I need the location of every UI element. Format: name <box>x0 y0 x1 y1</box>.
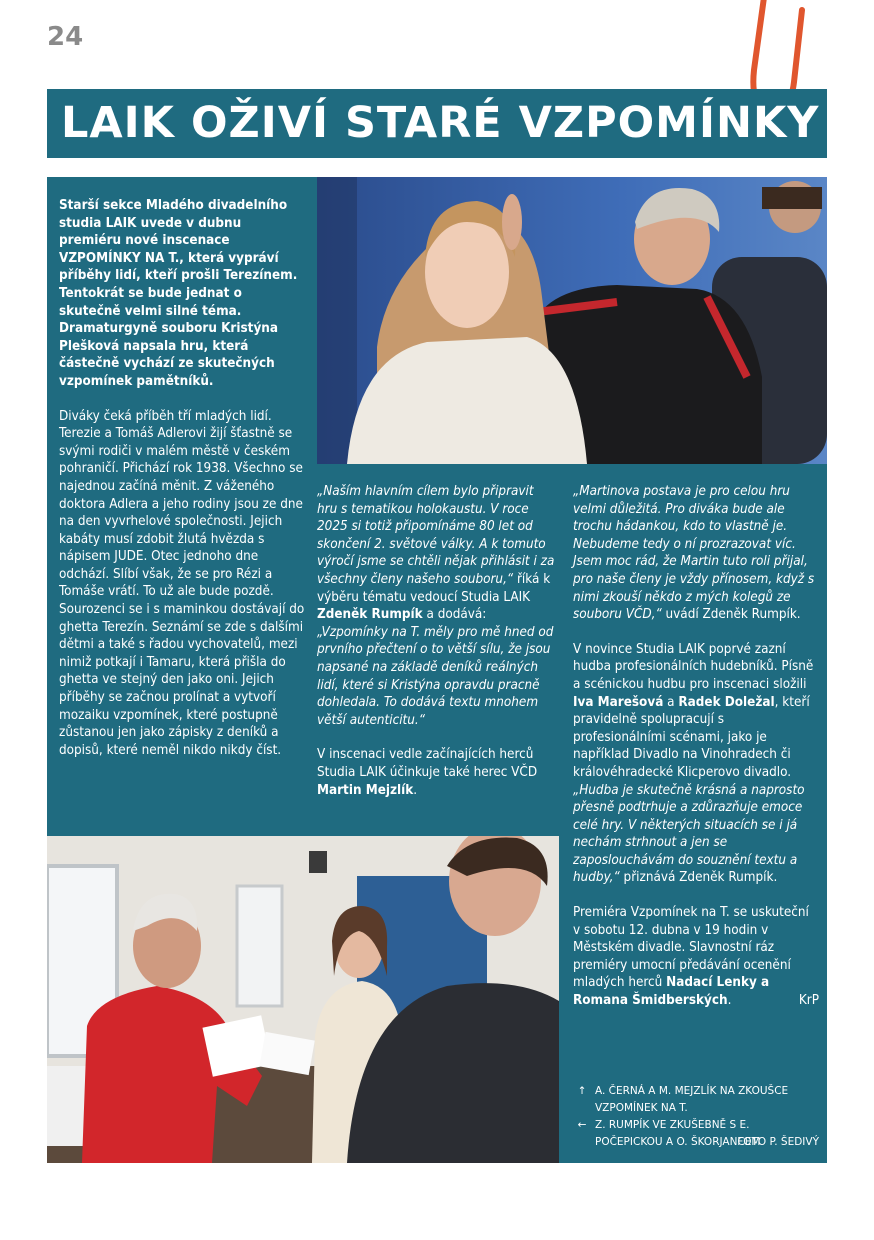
person-name: Martin Mejzlík <box>317 782 414 798</box>
column-1 <box>59 197 305 776</box>
rehearsal-photo-room <box>47 836 559 1163</box>
rehearsal-photo-actors <box>317 177 827 464</box>
organization-name: Nadací Lenky a Romana Šmidberských <box>573 975 770 1009</box>
title-banner <box>47 89 827 158</box>
article-title: LAIK OŽIVÍ STARÉ VZPOMÍNKY <box>61 98 820 148</box>
person-name: Radek Doležal <box>678 694 775 710</box>
paragraph <box>317 746 557 799</box>
text-run: , kteří pravidelně spolupracují s profesionálními scénami, jako je například Divadlo na Vinohradech či královéhradecké Klicperovo divadlo. <box>573 694 810 780</box>
text-run: V inscenaci vedle začínajících herců Studia LAIK účinkuje také herec VČD <box>317 747 538 780</box>
photo-credit: FOTO P. ŠEDIVÝ <box>737 1136 819 1148</box>
arrow-up-icon: ↑ <box>577 1085 587 1097</box>
page-number: 24 <box>47 22 84 52</box>
arrow-left-icon: ← <box>577 1119 587 1131</box>
caption <box>573 1083 819 1117</box>
text-run: a dodává: <box>422 607 487 623</box>
text-run: uvádí Zdeněk Rumpík. <box>661 607 801 623</box>
caption-text: A. ČERNÁ A M. MEJZLÍK NA ZKOUŠCE VZPOMÍNEK NA T. <box>595 1085 789 1114</box>
paragraph: Diváky čeká příběh tří mladých lidí. Terezie a Tomáš Adlerovi žijí šťastně se svými rodiči v malém městě v českém pohraničí. Přichází rok 1938. Všechno se najednou začíná měnit. Z váženého doktora Adlera a jeho rodiny jsou ze dne na den vyvrhelové společnosti. Jejich kabáty musí zdobit žlutá hvězda s nápisem JUDE. Otec jednoho dne odchází. Slíbí však, že se pro Rézi a Tomáše vrátí. To už ale bude pozdě. Sourozenci se i s maminkou dostávají do ghetta Terezín. Seznámí se zde s dalšími dětmi a také s řadou vychovatelů, mezi nimiž potkají i Tamaru, která přišla do ghetta ve stejný den jako oni. Jejich příběhy se začnou prolínat a vytvoří mozaiku vzpomínek, které postupně zůstanou jen jako zápisky z deníků a dopisů, které neměl nikdo nikdy číst. <box>59 408 305 758</box>
caption <box>573 1117 819 1151</box>
text-run: Premiéra Vzpomínek na T. se uskuteční v sobotu 12. dubna v 19 hodin v Městském divadle. Slavnostní ráz premiéry umocní předávání ocenění mladých herců <box>573 905 809 991</box>
photo-captions <box>573 1083 819 1151</box>
text-run: . <box>727 993 732 1009</box>
lead-paragraph: Starší sekce Mladého divadelního studia LAIK uvede v dubnu premiéru nové inscenace VZPOMÍNKY NA T., která vypráví příběhy lidí, kteří prošli Terezínem. Tentokrát se bude jednat o skutečně velmi silné téma. Dramaturgyně souboru Kristýna Plešková napsala hru, která částečně vychází ze skutečných vzpomínek pamětníků. <box>59 198 298 389</box>
text-run: . <box>413 782 418 798</box>
text-run: přiznává Zdeněk Rumpík. <box>619 870 778 886</box>
quote: „Vzpomínky na T. měly pro mě hned od prvního přečtení o to větší sílu, že jsou napsané na základě deníků reálných lidí, které si Kristýna opravdu pracně dohledala. To dodává textu mnohem větší autenticitu.“ <box>317 624 554 728</box>
article-body <box>47 177 827 1163</box>
quote: „Hudba je skutečně krásná a naprosto přesně podtrhuje a zdůrazňuje emoce celé hry. V některých situacích se i já nechám strhnout a jen se zaposlouchávám do souznění textu a hudby,“ <box>573 782 805 886</box>
person-name: Zdeněk Rumpík <box>317 607 423 623</box>
quote: „Martinova postava je pro celou hru velmi důležitá. Pro diváka bude ale trochu hádankou, kdo to vlastně je. Nebudeme tedy o ní prozrazovat víc. Jsem moc rád, že Martin tuto roli přijal, pro naše členy je vždy přínosem, když s nimi zkouší někdo z mých kolegů ze souboru VČD,“ <box>573 484 815 623</box>
author-signature: KrP <box>798 993 819 1009</box>
quote: „Naším hlavním cílem bylo připravit hru s tematikou holokaustu. V roce 2025 si totiž připomínáme 80 let od skončení 2. světové války. A k tomuto výročí jsme se chtěli nějak přihlásit i za všechny členy našeho souboru,“ <box>317 484 555 587</box>
column-3 <box>573 483 819 1027</box>
paragraph <box>317 483 557 729</box>
column-2 <box>317 483 557 816</box>
text-run: V novince Studia LAIK poprvé zazní hudba profesionálních hudebníků. Písně a scénickou hudbu pro inscenaci složili <box>573 641 814 692</box>
caption-text: Z. RUMPÍK VE ZKUŠEBNĚ S E. POČEPICKOU A O. ŠKORJANCEM <box>595 1119 761 1148</box>
paragraph <box>573 904 819 1010</box>
text-run: a <box>663 694 679 710</box>
paragraph <box>573 483 819 624</box>
text-run: říká k výběru tématu vedoucí Studia LAIK <box>317 571 551 605</box>
person-name: Iva Marešová <box>573 694 664 710</box>
paragraph <box>573 641 819 887</box>
